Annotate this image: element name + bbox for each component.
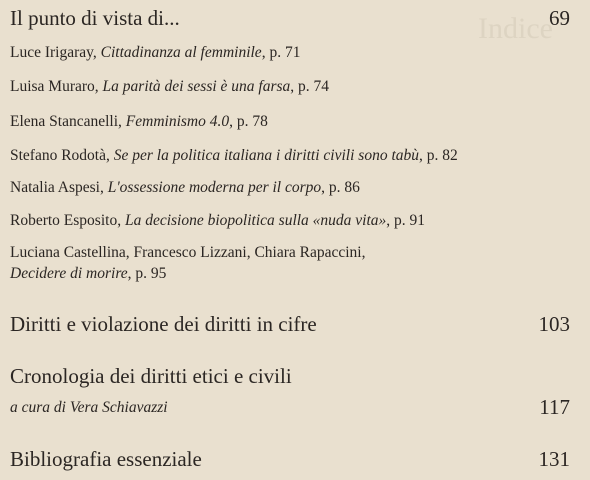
toc-entry [10,113,268,131]
entry-author: Natalia Aspesi, [10,179,108,196]
section-page-number: 131 [538,447,570,471]
entry-page-ref: , p. 86 [321,179,360,196]
entry-author: Luisa Muraro, [10,78,103,95]
entry-author: Luciana Castellina, Francesco Lizzani, Chiara Rapaccini, [10,244,366,261]
section-title-punto-di-vista: Il punto di vista di... [10,6,180,30]
entry-work: Femminismo 4.0 [125,113,230,130]
entry-work: L'ossessione moderna per il corpo [107,179,322,196]
section-page-number: 69 [549,6,570,30]
entry-page-ref: , p. 78 [229,113,268,130]
toc-entry [10,179,360,197]
section-page-number: 103 [538,312,570,336]
entry-page-ref: , p. 74 [290,78,330,95]
entry-page-ref: , p. 82 [419,147,458,164]
entry-page-ref: , p. 95 [127,265,167,282]
entry-author: Roberto Esposito, [10,212,125,229]
entry-work: Cittadinanza al femminile [100,44,262,61]
entry-author: Luce Irigaray, [10,44,101,61]
toc-entry [10,78,329,96]
section-subtitle: a cura di Vera Schiavazzi [10,399,168,416]
entry-work: La parità dei sessi è una farsa [102,78,291,95]
toc-entry [10,147,458,165]
entry-author: Elena Stancanelli, [10,113,126,130]
section-page-number: 117 [539,395,570,419]
entry-page-ref: , p. 91 [386,212,426,229]
entry-work: Se per la politica italiana i diritti civili sono tabù [113,147,419,164]
entry-work: La decisione biopolitica sulla «nuda vita» [124,212,387,229]
section-title-diritti-cifre: Diritti e violazione dei diritti in cifre [10,312,317,336]
toc-entry [10,212,425,230]
entry-page-ref: , p. 71 [261,44,301,61]
toc-entry-multiline [10,244,366,283]
toc-entry [10,44,300,62]
section-title-cronologia: Cronologia dei diritti etici e civili [10,364,292,388]
entry-author: Stefano Rodotà, [10,147,114,164]
entry-work: Decidere di morire [10,265,128,282]
bleed-through-text: Indice [478,12,553,45]
section-title-bibliografia: Bibliografia essenziale [10,447,202,471]
